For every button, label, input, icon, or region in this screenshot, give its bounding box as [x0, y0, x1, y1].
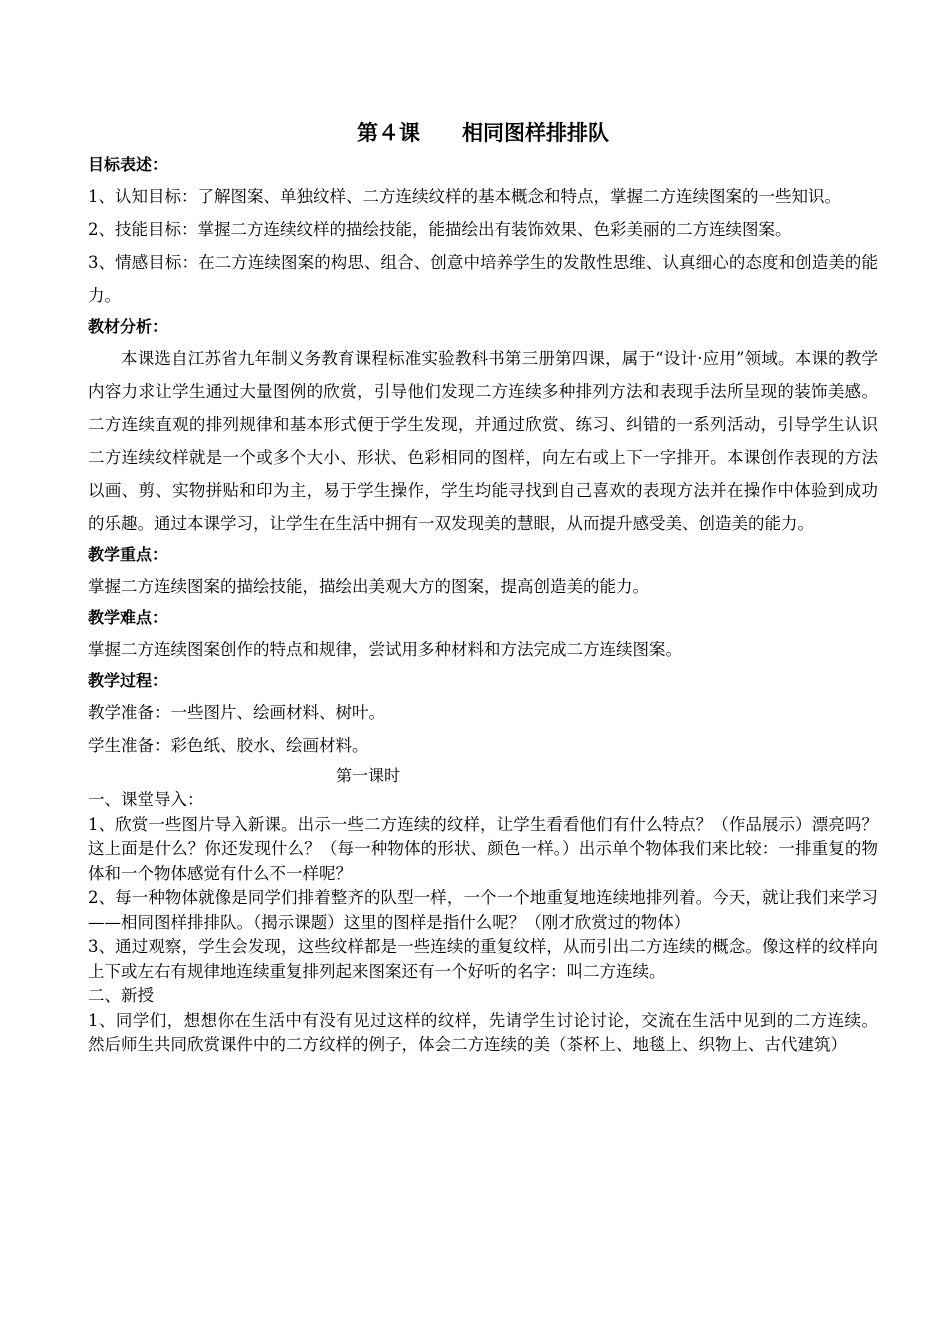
part1-item-3: 3、通过观察，学生会发现，这些纹样都是一些连续的重复纹样，从而引出二方连续的概念。像这样的纹样向上下或左右有规律地连续重复排列起来图案还有一个好听的名字：叫二方连续。: [88, 937, 878, 981]
difficulties-text: 掌握二方连续图案创作的特点和规律，尝试用多种材料和方法完成二方连续图案。: [88, 640, 682, 659]
document-page: [88, 118, 878, 1058]
part1-title: 一、课堂导入：: [88, 790, 204, 809]
teacher-prep: 教学准备：一些图片、绘画材料、树叶。: [88, 703, 385, 722]
part2-title: 二、新授: [88, 986, 154, 1005]
key-points-heading: 教学重点：: [88, 545, 169, 564]
goals-heading: 目标表述：: [88, 155, 169, 174]
goal-cognitive: 1、认知目标：了解图案、单独纹样、二方连续纹样的基本概念和特点，掌握二方连续图案的一些知识。: [88, 187, 841, 206]
student-prep: 学生准备：彩色纸、胶水、绘画材料。: [88, 736, 369, 755]
lesson-title: 第４课 相同图样排排队: [357, 121, 609, 145]
analysis-text: 本课选自江苏省九年制义务教育课程标准实验教科书第三册第四课，属于“设计·应用”领域。本课的教学内容力求让学生通过大量图例的欣赏，引导他们发现二方连续多种排列方法和表现手法所呈现的装饰美感。二方连续直观的排列规律和基本形式便于学生发现，并通过欣赏、练习、纠错的一系列活动，引导学生认识二方连续纹样就是一个或多个大小、形状、色彩相同的图样，向左右或上下一字排开。本课创作表现的方法以画、剪、实物拼贴和印为主，易于学生操作，学生均能寻找到自己喜欢的表现方法并在操作中体验到成功的乐趣。通过本课学习，让学生在生活中拥有一双发现美的慧眼，从而提升感受美、创造美的能力。: [88, 349, 878, 533]
part1-item-1: 1、欣赏一些图片导入新课。出示一些二方连续的纹样，让学生看看他们有什么特点？（作品展示）漂亮吗？这上面是什么？你还发现什么？（每一种物体的形状、颜色一样。）出示单个物体我们来比较：一排重复的物体和一个物体感觉有什么不一样呢？: [88, 814, 878, 883]
key-points-text: 掌握二方连续图案的描绘技能，描绘出美观大方的图案，提高创造美的能力。: [88, 577, 649, 596]
process-heading: 教学过程：: [88, 671, 169, 690]
part2-item-1: 1、同学们，想想你在生活中有没有见过这样的纹样，先请学生讨论讨论，交流在生活中见到的二方连续。 然后师生共同欣赏课件中的二方纹样的例子，体会二方连续的美（茶杯上、地毯上、织物上、古代建筑）: [88, 1010, 878, 1054]
goal-emotion: 3、情感目标：在二方连续图案的构思、组合、创意中培养学生的发散性思维、认真细心的态度和创造美的能力。: [88, 253, 878, 305]
session-label: 第一课时: [336, 766, 401, 785]
analysis-heading: 教材分析：: [88, 317, 169, 336]
difficulties-heading: 教学难点：: [88, 608, 169, 627]
part1-item-2: 2、每一种物体就像是同学们排着整齐的队型一样，一个一个地重复地连续地排列着。今天，就让我们来学习——相同图样排排队。（揭示课题）这里的图样是指什么呢？（刚才欣赏过的物体）: [88, 888, 878, 932]
goal-skill: 2、技能目标：掌握二方连续纹样的描绘技能，能描绘出有装饰效果、色彩美丽的二方连续图案。: [88, 220, 792, 239]
